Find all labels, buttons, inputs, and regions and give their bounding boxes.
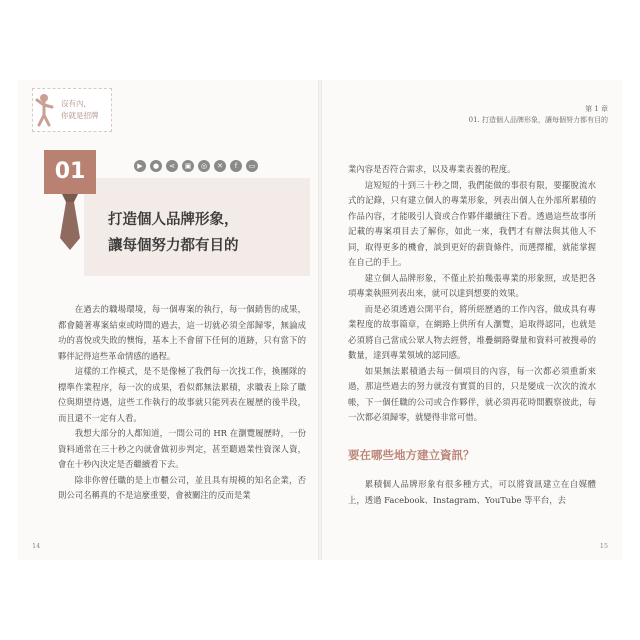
running-head-chapter: 第 1 章: [585, 105, 608, 113]
right-page: [322, 80, 622, 560]
paragraph: 業內容是否符合需求，以及專業表養的程度。: [348, 164, 516, 174]
paragraph: 在過去的職場環境，每一個專案的執行，每一個銷售的成果，都會隨著專案結束或時間的過去，這一切就必須全部歸零，無論成功的喜悅或失敗的懊悔，基本上不會留下任何的道跡，只有當下的夥伴記得這些革命情感的過程。: [58, 304, 306, 361]
paragraph: 建立個人品牌形象，不僅止於拍幾張專業的形象照，或是把各項專業執照列表出來，就可以達到想要的效果。: [348, 272, 596, 298]
person-figure-icon: [35, 93, 57, 127]
paragraph: 這短短的十到三十秒之間，我們能做的事很有限，要擺脫流水式的記錄，只有建立個人的專業形象，列表出個人在外部所累積的作品內容，才能吸引人資或合作夥伴繼續往下看。透過這些故事所記載的專案項目去了解你，如此一來，我們才有辦法與其他人不同，取得更多的機會，談到更好的薪資條件，而選擇權，就能掌握在自己的手上。: [348, 179, 596, 267]
paragraph: 累積個人品牌形象有很多種方式，可以將資訊建立在自媒體上，透過 Facebook、Instagram、YouTube 等平台，去: [348, 479, 596, 505]
necktie-icon: [58, 194, 82, 250]
video-icon[interactable]: ▶: [134, 160, 146, 172]
chapter-title-line-1: 打造個人品牌形象，: [108, 212, 239, 228]
stamp-line-2: 你就是招牌: [61, 111, 99, 120]
facebook-icon[interactable]: f: [230, 160, 242, 172]
chapter-title-box: [84, 178, 310, 276]
share-icon-row: [134, 160, 258, 172]
copy-icon[interactable]: ▣: [182, 160, 194, 172]
stamp-line-1: 沒有內，: [61, 99, 91, 108]
chat-icon[interactable]: ●: [150, 160, 162, 172]
x-icon[interactable]: ✕: [214, 160, 226, 172]
section-subheading: 要在哪些地方建立資訊？: [348, 447, 475, 462]
tablet-icon[interactable]: ▭: [246, 160, 258, 172]
paragraph: 我想大部分的人都知道，一間公司的 HR 在瀏覽履歷時，一份資料通常在三十秒之內就會做初步判定，甚至聽過業性資深人資，會在十秒內決定是否繼續看下去。: [58, 428, 306, 469]
share-icon[interactable]: ⋖: [166, 160, 178, 172]
chapter-title-line-2: 讓每個努力都有目的: [108, 238, 239, 254]
paragraph: 如果無法累積過去每一個項目的內容，每一次都必須重新來過，那這些過去的努力就沒有實質的目的，只是變成一次次的流水帳，下一個任職的公司或合作夥伴，就必須再花時間觀察彼此，每一次都必須歸零，就變得非常可惜。: [348, 365, 596, 422]
page-number-left: 14: [32, 542, 41, 550]
running-head: [469, 104, 608, 126]
paragraph: 這樣的工作模式，是不是像極了我們每一次找工作，換團隊的標準作業程序，每一次的成果，看似都無法累積，求職表上除了職位與期望待遇，這些工作執行的故事就只能列表在履歷的後半段，而且還不一定有人看。: [58, 366, 306, 423]
chapter-number-badge: 01: [44, 150, 96, 194]
left-page: [18, 80, 318, 560]
right-body-text: [348, 162, 596, 508]
left-body-text: [58, 302, 306, 504]
page-number-right: 15: [599, 542, 608, 550]
running-head-title: 01. 打造個人品牌形象，讓每個努力都有目的: [468, 116, 608, 124]
header-stamp: [32, 88, 112, 132]
instagram-icon[interactable]: ◎: [198, 160, 210, 172]
paragraph: 而是必須透過公開平台，將所經歷過的工作內容，做成具有專業程度的故事篇章，在網路上供所有人瀏覽，追取得認同，也就是必須將自己當成公眾人物去經營，堆疊網路聲量和資料可被搜尋的數量，達到專業領域的認同感。: [348, 303, 596, 360]
paragraph: 除非你曾任職的是上市櫃公司，並且具有規模的知名企業，否則公司名稱真的不是這麼重要，會被關注的反而是業: [58, 474, 306, 500]
